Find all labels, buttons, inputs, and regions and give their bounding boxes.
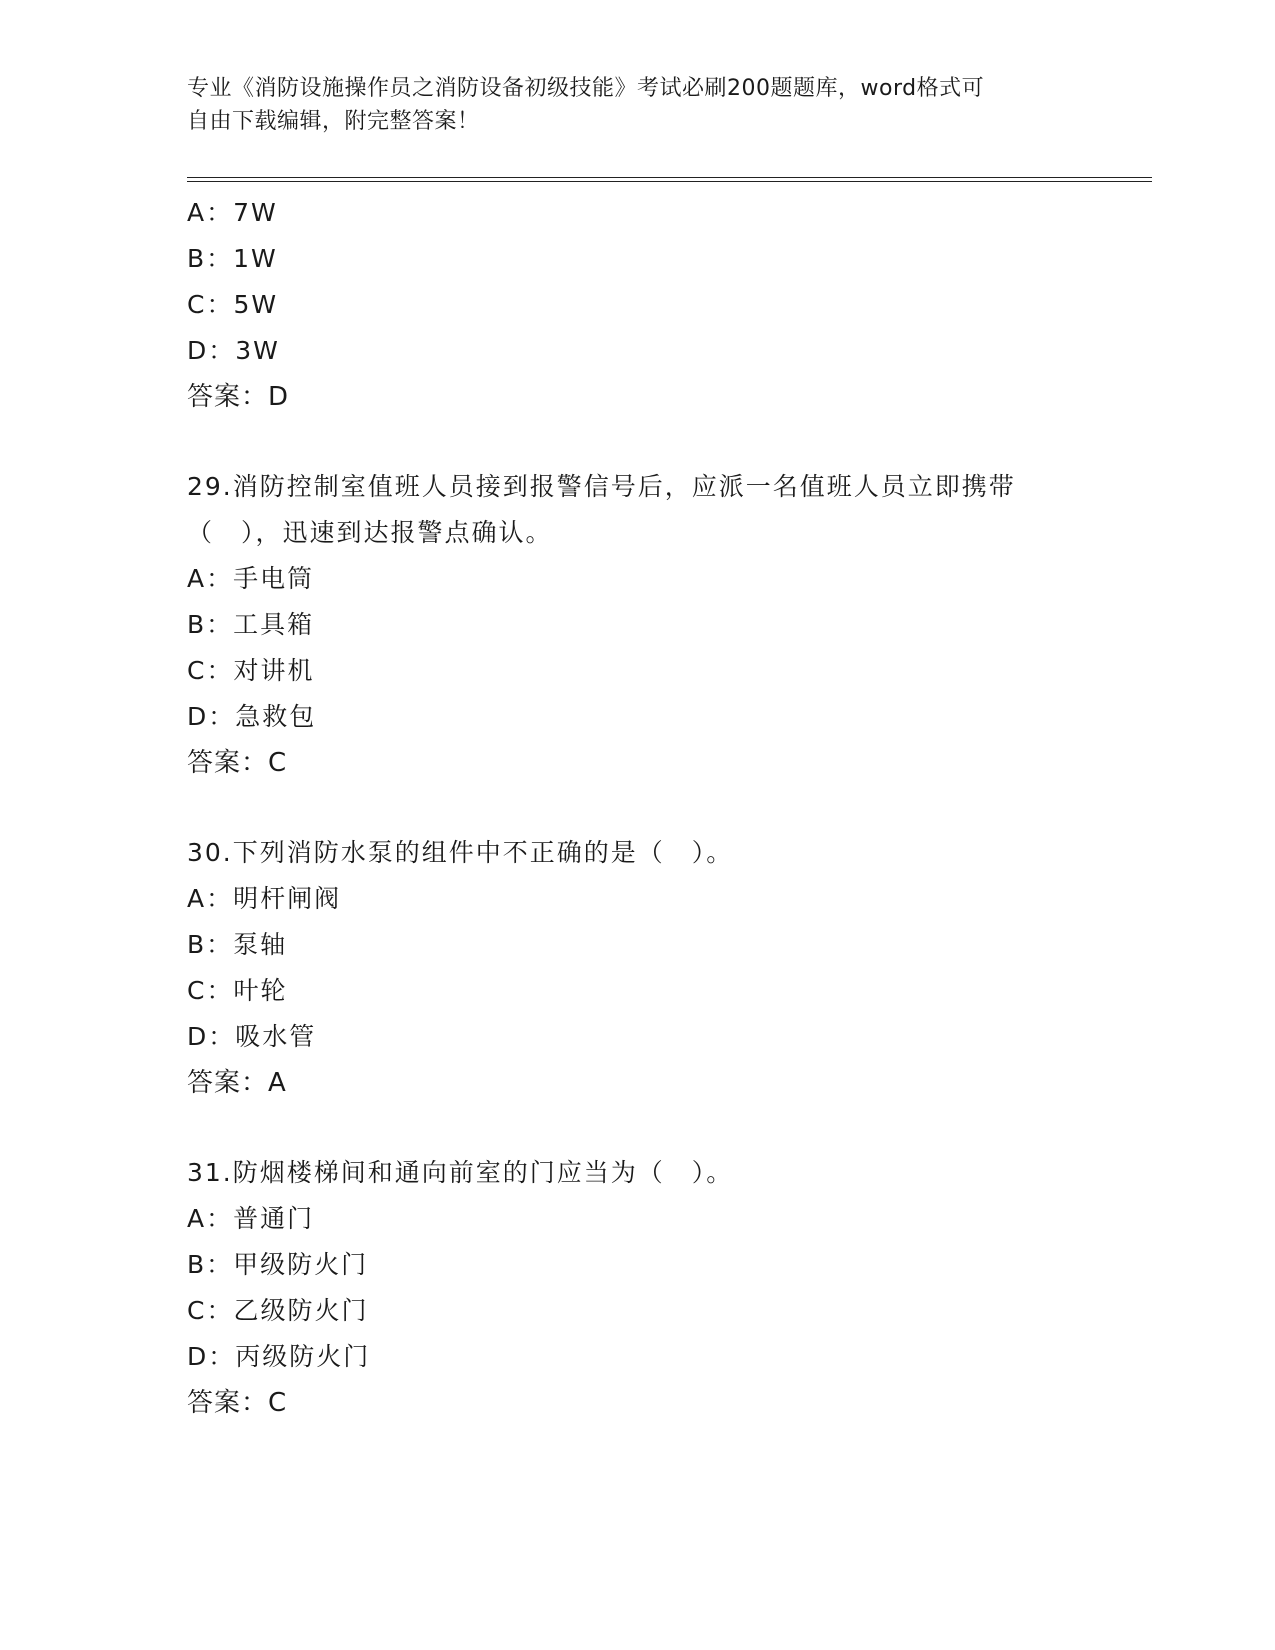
question-text: 30.下列消防水泵的组件中不正确的是（ ）。 [187,838,734,867]
option-d: D：急救包 [187,702,317,731]
header-rule-top [187,177,1152,178]
option-c: C：5W [187,290,279,319]
option-d: D：3W [187,336,280,365]
partial-question [187,190,1137,420]
option-a: A：普通门 [187,1204,315,1233]
header-line-1: 专业《消防设施操作员之消防设备初级技能》考试必刷200题题库，word格式可 [187,76,985,101]
question-text-continued: （ ），迅速到达报警点确认。 [187,518,553,547]
question-list [187,190,1137,1426]
answer-line: 答案：A [187,1068,287,1098]
option-c: C：叶轮 [187,976,288,1005]
question-text: 29.消防控制室值班人员接到报警信号后，应派一名值班人员立即携带 [187,472,1016,501]
option-a: A：7W [187,198,278,227]
option-b: B：甲级防火门 [187,1250,369,1279]
header-rule-bottom [187,181,1152,182]
option-d: D：丙级防火门 [187,1342,371,1371]
option-b: B：泵轴 [187,930,288,959]
option-b: B：工具箱 [187,610,315,639]
option-c: C：乙级防火门 [187,1296,369,1325]
question-29 [187,464,1137,786]
option-b: B：1W [187,244,278,273]
option-a: A：明杆闸阀 [187,884,342,913]
option-d: D：吸水管 [187,1022,317,1051]
answer-line: 答案：C [187,748,288,778]
option-c: C：对讲机 [187,656,315,685]
question-text: 31.防烟楼梯间和通向前室的门应当为（ ）。 [187,1158,734,1187]
question-30 [187,830,1137,1106]
document-header [187,72,1087,138]
header-line-2: 自由下载编辑，附完整答案！ [187,109,480,134]
answer-line: 答案：D [187,382,290,412]
question-31 [187,1150,1137,1426]
option-a: A：手电筒 [187,564,315,593]
answer-line: 答案：C [187,1388,288,1418]
